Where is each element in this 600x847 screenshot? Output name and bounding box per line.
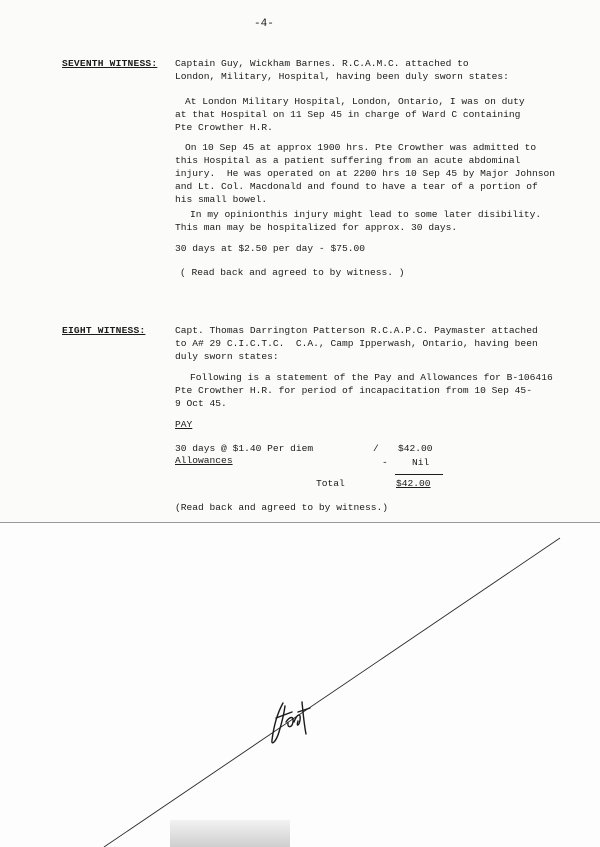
text-line: Captain Guy, Wickham Barnes. R.C.A.M.C. attached to xyxy=(175,58,469,69)
text-line: to A# 29 C.I.C.T.C. C.A., Camp Ipperwash, Ontario, having been xyxy=(175,338,538,349)
pay-row-amount: Nil xyxy=(412,457,430,468)
scan-smudge xyxy=(170,820,290,847)
pay-row-mark: - xyxy=(382,457,388,468)
text-line: In my opinionthis injury might lead to some later disibility. xyxy=(190,209,542,220)
text-line: London, Military, Hospital, having been duly sworn states: xyxy=(175,71,509,82)
pay-row-label: Allowances xyxy=(175,455,233,466)
pay-heading: PAY xyxy=(175,419,193,430)
eighth-witness-label: EIGHT WITNESS: xyxy=(62,325,146,336)
text-line: On 10 Sep 45 at approx 1900 hrs. Pte Crowther was admitted to xyxy=(185,142,537,153)
text-line: duly sworn states: xyxy=(175,351,279,362)
text-line: and Lt. Col. Macdonald and found to have a tear of a portion of xyxy=(175,181,538,192)
handwritten-initials xyxy=(272,702,310,743)
pay-row-amount: $42.00 xyxy=(398,443,433,454)
text-line: Pte Crowther H.R. for period of incapacitation from 10 Sep 45- xyxy=(175,385,532,396)
text-line: Following is a statement of the Pay and Allowances for B-106416 xyxy=(190,372,553,383)
pay-row-mark: / xyxy=(373,443,379,454)
seventh-witness-read-back: ( Read back and agreed to by witness. ) xyxy=(180,267,405,278)
diagonal-cancel-line xyxy=(104,538,560,847)
text-line: this Hospital as a patient suffering from an acute abdominal xyxy=(175,155,521,166)
text-line: at that Hospital on 11 Sep 45 in charge of Ward C containing xyxy=(175,109,521,120)
total-label: Total xyxy=(316,478,345,489)
text-line: At London Military Hospital, London, Ontario, I was on duty xyxy=(185,96,525,107)
text-line: Capt. Thomas Darrington Patterson R.C.A.P.C. Paymaster attached xyxy=(175,325,538,336)
pay-row-label: 30 days @ $1.40 Per diem xyxy=(175,443,314,454)
text-line: Pte Crowther H.R. xyxy=(175,122,273,133)
text-line: 9 Oct 45. xyxy=(175,398,227,409)
total-amount: $42.00 xyxy=(396,478,431,489)
cost-line: 30 days at $2.50 per day - $75.00 xyxy=(175,243,365,254)
text-line: This man may be hospitalized for approx. 30 days. xyxy=(175,222,458,233)
seventh-witness-label: SEVENTH WITNESS: xyxy=(62,58,158,69)
page-number: -4- xyxy=(254,18,274,30)
text-line: his small bowel. xyxy=(175,194,268,205)
eighth-witness-read-back: (Read back and agreed to by witness.) xyxy=(175,502,389,513)
text-line: injury. He was operated on at 2200 hrs 10 Sep 45 by Major Johnson xyxy=(175,168,555,179)
